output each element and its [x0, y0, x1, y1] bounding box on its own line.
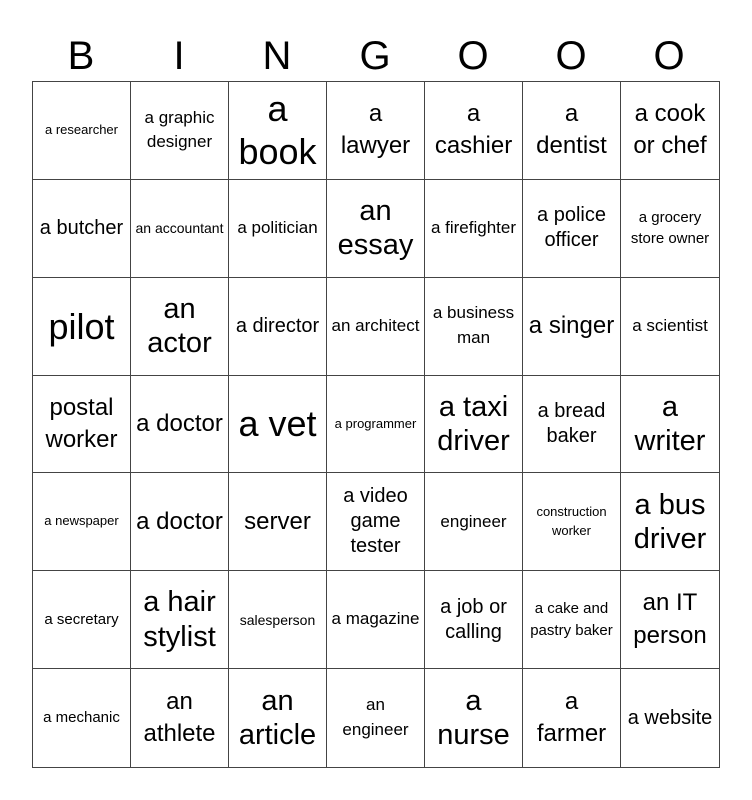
- bingo-cell[interactable]: [621, 82, 719, 180]
- cell-text: server: [244, 507, 311, 535]
- cell-text: a grocery store owner: [630, 208, 710, 248]
- bingo-cell[interactable]: [425, 82, 523, 180]
- header-letter-o3: O: [653, 34, 685, 78]
- bingo-cell[interactable]: [131, 278, 229, 376]
- bingo-cell[interactable]: [33, 180, 131, 278]
- bingo-cell[interactable]: [131, 473, 229, 571]
- header-letter-o1: O: [457, 34, 489, 78]
- bingo-cell[interactable]: [131, 180, 229, 278]
- cell-text: a secretary: [44, 610, 119, 628]
- cell-text: a job or calling: [440, 595, 507, 643]
- cell-text: an article: [238, 684, 317, 752]
- bingo-cell[interactable]: [327, 473, 425, 571]
- bingo-cell[interactable]: [621, 278, 719, 376]
- bingo-cell[interactable]: [425, 376, 523, 474]
- bingo-cell[interactable]: [131, 571, 229, 669]
- bingo-cell[interactable]: [229, 180, 327, 278]
- bingo-cell[interactable]: [131, 82, 229, 180]
- bingo-cell[interactable]: [327, 669, 425, 767]
- cell-text: a farmer: [536, 687, 607, 748]
- bingo-cell[interactable]: [523, 669, 621, 767]
- cell-text: a cook or chef: [633, 100, 707, 160]
- cell-text: an accountant: [135, 220, 224, 237]
- cell-text: a firefighter: [430, 217, 517, 237]
- bingo-cell[interactable]: [229, 278, 327, 376]
- cell-text: engineer: [440, 511, 507, 531]
- cell-text: a programmer: [334, 415, 417, 431]
- bingo-cell[interactable]: [523, 180, 621, 278]
- header-letter-n: N: [262, 34, 292, 78]
- cell-text: a butcher: [39, 216, 124, 239]
- cell-text: an actor: [147, 292, 212, 360]
- cell-text: a hair stylist: [143, 586, 216, 653]
- bingo-cell[interactable]: [33, 82, 131, 180]
- cell-text: pilot: [48, 305, 115, 347]
- cell-text: a scientist: [632, 315, 708, 335]
- bingo-cell[interactable]: [229, 376, 327, 474]
- cell-text: salesperson: [239, 611, 316, 628]
- cell-text: postal worker: [45, 393, 118, 453]
- cell-text: an athlete: [143, 687, 216, 748]
- cell-text: a magazine: [331, 609, 420, 629]
- bingo-cell[interactable]: [425, 571, 523, 669]
- bingo-cell[interactable]: [621, 376, 719, 474]
- bingo-cell[interactable]: [425, 278, 523, 376]
- bingo-cell[interactable]: [425, 180, 523, 278]
- cell-text: construction worker: [536, 504, 607, 538]
- header-letter-i: I: [173, 34, 185, 78]
- bingo-cell[interactable]: [523, 376, 621, 474]
- bingo-cell[interactable]: [425, 473, 523, 571]
- cell-text: a mechanic: [43, 709, 120, 727]
- bingo-cell[interactable]: [33, 669, 131, 767]
- cell-text: a singer: [528, 311, 615, 339]
- cell-text: a newspaper: [44, 513, 119, 529]
- cell-text: a graphic designer: [144, 107, 215, 152]
- header-letter-g: G: [359, 34, 391, 78]
- bingo-cell[interactable]: [327, 278, 425, 376]
- cell-text: a police officer: [537, 204, 606, 252]
- cell-text: an essay: [337, 195, 414, 262]
- bingo-cell[interactable]: [33, 278, 131, 376]
- cell-text: an engineer: [342, 695, 409, 740]
- bingo-cell[interactable]: [229, 473, 327, 571]
- bingo-cell[interactable]: [621, 669, 719, 767]
- cell-text: a writer: [634, 390, 706, 457]
- bingo-cell[interactable]: [425, 669, 523, 767]
- cell-text: a nurse: [437, 684, 510, 752]
- header-letter-o2: O: [555, 34, 587, 78]
- cell-text: a doctor: [136, 409, 223, 437]
- cell-text: a dentist: [536, 100, 607, 160]
- cell-text: a vet: [238, 403, 317, 445]
- cell-text: an IT person: [633, 589, 707, 649]
- cell-text: a website: [627, 706, 713, 729]
- bingo-cell[interactable]: [131, 376, 229, 474]
- bingo-cell[interactable]: [523, 278, 621, 376]
- bingo-cell[interactable]: [229, 669, 327, 767]
- bingo-cell[interactable]: [523, 473, 621, 571]
- bingo-cell[interactable]: [327, 180, 425, 278]
- cell-text: a video game tester: [343, 485, 408, 558]
- cell-text: a politician: [237, 217, 318, 237]
- cell-text: a researcher: [45, 122, 118, 137]
- bingo-header: [32, 30, 720, 82]
- bingo-cell[interactable]: [621, 571, 719, 669]
- bingo-cell[interactable]: [33, 571, 131, 669]
- cell-text: a cashier: [434, 100, 513, 160]
- cell-text: an architect: [331, 315, 420, 335]
- header-letter-b: B: [67, 34, 95, 78]
- bingo-cell[interactable]: [523, 571, 621, 669]
- bingo-cell[interactable]: [131, 669, 229, 767]
- cell-text: a bread baker: [537, 399, 606, 447]
- cell-text: a doctor: [136, 507, 223, 535]
- cell-text: a taxi driver: [437, 390, 510, 457]
- cell-text: a business man: [432, 303, 515, 348]
- bingo-cell[interactable]: [621, 180, 719, 278]
- bingo-cell[interactable]: [327, 571, 425, 669]
- bingo-cell[interactable]: [327, 82, 425, 180]
- cell-text: a cake and pastry baker: [530, 599, 613, 639]
- cell-text: a lawyer: [340, 100, 411, 160]
- bingo-cell[interactable]: [229, 82, 327, 180]
- bingo-cell[interactable]: [33, 376, 131, 474]
- cell-text: a book: [238, 88, 317, 173]
- bingo-board: [32, 81, 720, 768]
- cell-text: a director: [235, 314, 320, 337]
- bingo-cell[interactable]: [33, 473, 131, 571]
- bingo-cell[interactable]: [327, 376, 425, 474]
- cell-text: a bus driver: [633, 488, 707, 555]
- bingo-cell[interactable]: [229, 571, 327, 669]
- bingo-cell[interactable]: [621, 473, 719, 571]
- bingo-cell[interactable]: [523, 82, 621, 180]
